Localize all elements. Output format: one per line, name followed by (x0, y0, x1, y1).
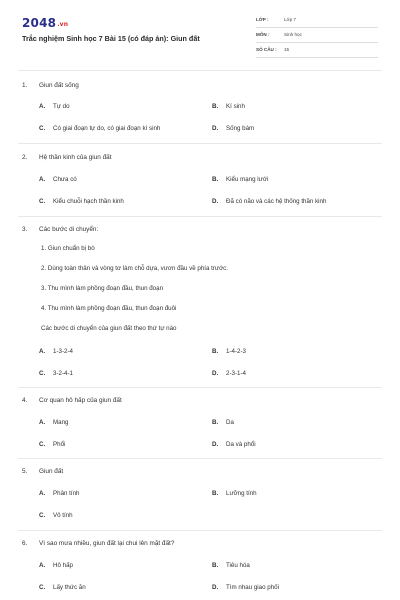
option-d[interactable]: D. Sống bám (212, 125, 255, 132)
meta-label: SỐ CÂU : (256, 47, 277, 52)
option-d[interactable]: D. Tìm nhau giao phối (212, 584, 279, 591)
question-text: Giun đất sống (39, 82, 79, 89)
question-divider (18, 143, 382, 144)
option-b[interactable]: B. Da (212, 419, 234, 426)
step-line: 1. Giun chuẩn bị bò (41, 245, 95, 252)
question-divider (18, 458, 382, 459)
question-divider (18, 216, 382, 217)
question-divider (18, 530, 382, 531)
page-title: Trắc nghiệm Sinh học 7 Bài 15 (có đáp án): Giun đất (22, 34, 200, 43)
question-text: Giun đất (39, 468, 64, 475)
question-number: 2. (22, 154, 28, 161)
option-c[interactable]: C. Lấy thức ăn (39, 584, 86, 591)
question-number: 6. (22, 540, 28, 547)
option-b[interactable]: B. Tiêu hóa (212, 562, 250, 569)
option-c[interactable]: C. Kiểu chuỗi hạch thần kinh (39, 198, 124, 205)
option-a[interactable]: A. Chưa có (39, 176, 77, 183)
option-a[interactable]: A. Hô hấp (39, 562, 73, 569)
logo-main: 2048 (22, 16, 57, 30)
step-line: 3. Thu mình làm phồng đoạn đầu, thun đoạn (41, 285, 164, 292)
header-divider (18, 70, 382, 71)
question-divider (18, 387, 382, 388)
option-b[interactable]: B. 1-4-2-3 (212, 348, 246, 355)
step-line: 2. Dùng toàn thân và vòng tơ làm chỗ dựa, vươn đầu về phía trước. (41, 265, 228, 272)
option-b[interactable]: B. Lưỡng tính (212, 490, 257, 497)
option-a[interactable]: A. Tự do (39, 103, 70, 110)
question-number: 3. (22, 226, 28, 233)
question-number: 1. (22, 82, 28, 89)
meta-row-subject (256, 29, 378, 43)
logo-suffix: .vn (57, 21, 69, 28)
meta-row-count (256, 44, 378, 58)
meta-label: LỚP : (256, 17, 269, 22)
meta-value: Lớp 7 (284, 17, 296, 22)
meta-value: 15 (284, 47, 290, 52)
question-text: Hệ thần kinh của giun đất (39, 154, 112, 161)
option-d[interactable]: D. 2-3-1-4 (212, 370, 246, 377)
option-c[interactable]: C. Có giai đoạn tự do, có giai đoạn kí sinh (39, 125, 161, 132)
option-d[interactable]: D. Đã có não và các hệ thống thần kinh (212, 198, 327, 205)
question-text: Cơ quan hô hấp của giun đất (39, 397, 122, 404)
question-number: 5. (22, 468, 28, 475)
meta-row-grade (256, 14, 378, 28)
option-c[interactable]: C. Phổi (39, 441, 66, 448)
question-text: Các bước di chuyển: (39, 226, 99, 233)
question-prompt: Các bước di chuyển của giun đất theo thứ tự nào (41, 325, 177, 332)
meta-value: Sinh học (284, 32, 302, 37)
question-number: 4. (22, 397, 28, 404)
option-a[interactable]: A. Phân tính (39, 490, 80, 497)
option-c[interactable]: C. 3-2-4-1 (39, 370, 73, 377)
document-header (0, 0, 400, 70)
step-line: 4. Thu mình làm phồng đoạn đầu, thun đoạn đuôi (41, 305, 177, 312)
meta-label: MÔN : (256, 32, 270, 37)
option-d[interactable]: D. Da và phổi (212, 441, 256, 448)
site-logo[interactable] (22, 16, 68, 30)
question-text: Vì sao mưa nhiều, giun đất lại chui lên mặt đất? (39, 540, 175, 547)
option-c[interactable]: C. Vô tính (39, 512, 73, 519)
option-b[interactable]: B. Kí sinh (212, 103, 245, 110)
option-a[interactable]: A. Mang (39, 419, 69, 426)
option-b[interactable]: B. Kiểu mạng lưới (212, 176, 269, 183)
option-a[interactable]: A. 1-3-2-4 (39, 348, 73, 355)
